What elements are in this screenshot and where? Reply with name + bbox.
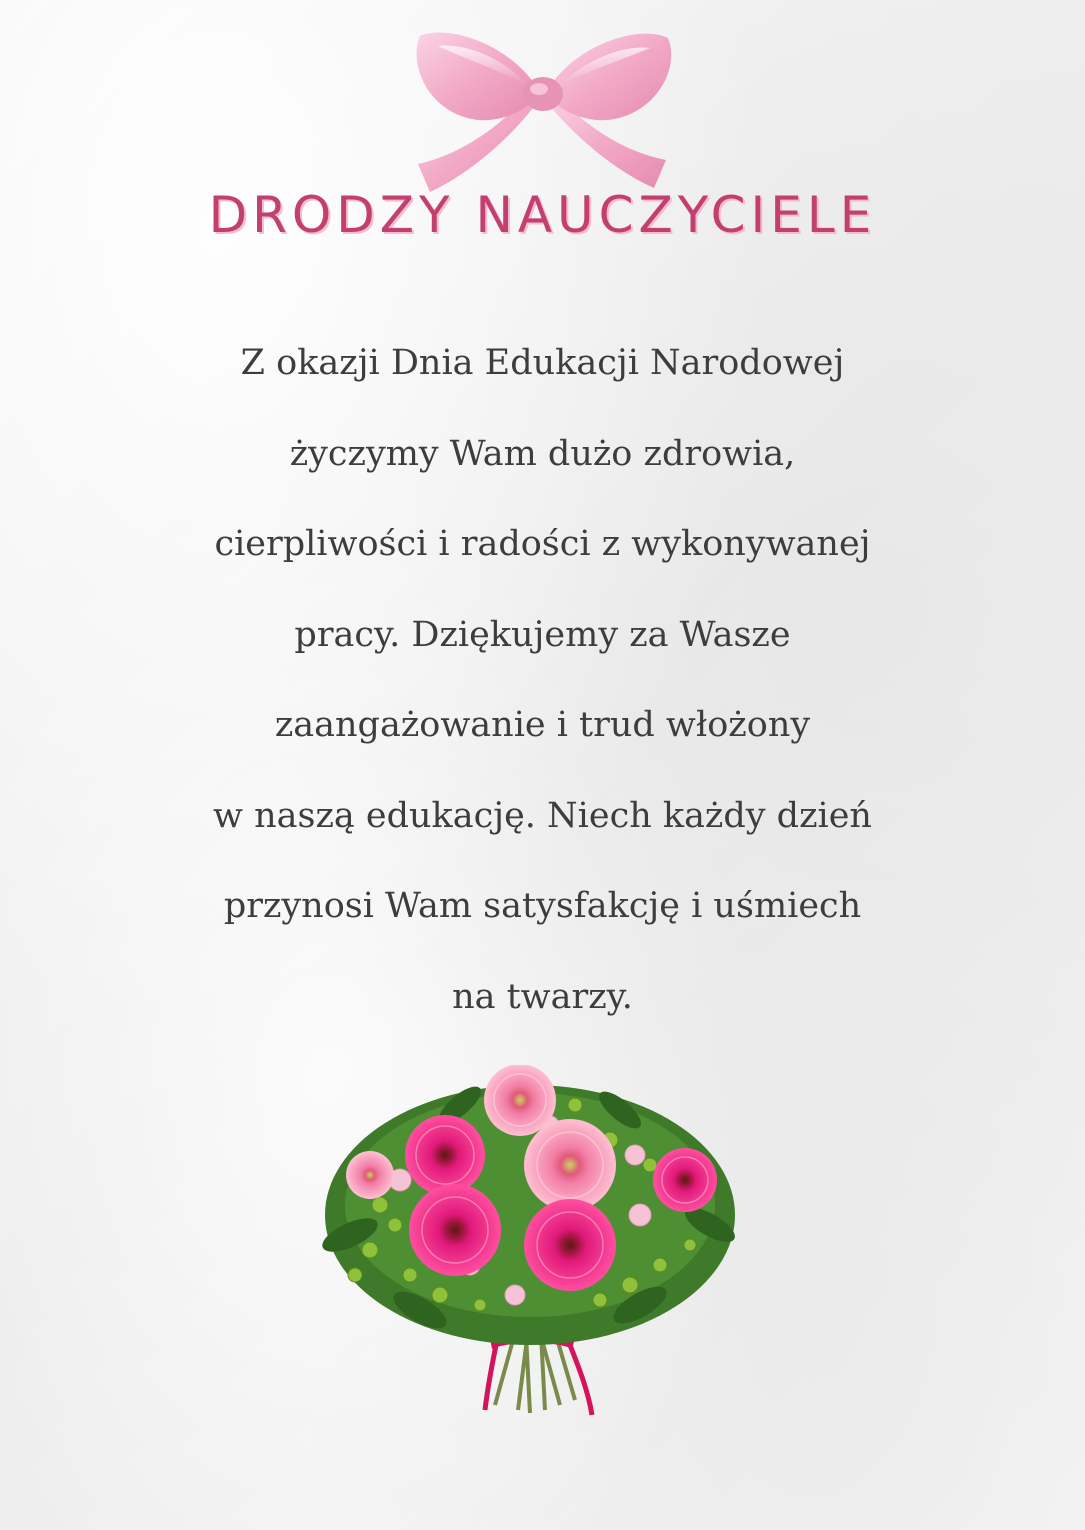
bow-icon <box>408 24 680 196</box>
message-line: na twarzy. <box>452 976 633 1017</box>
flower-bouquet-icon <box>320 1065 740 1425</box>
message-line: cierpliwości i radości z wykonywanej <box>214 524 871 564</box>
message-line: pracy. Dziękujemy za Wasze <box>294 614 791 655</box>
message-line: w naszą edukację. Niech każdy dzień <box>213 795 872 836</box>
message-line: zaangażowanie i trud włożony <box>274 705 811 745</box>
greeting-message <box>100 318 985 1042</box>
card-title: DRODZY NAUCZYCIELE <box>208 186 877 244</box>
message-line: życzymy Wam dużo zdrowia, <box>289 433 796 474</box>
message-line: Z okazji Dnia Edukacji Narodowej <box>240 343 845 383</box>
message-line: przynosi Wam satysfakcję i uśmiech <box>223 886 862 926</box>
